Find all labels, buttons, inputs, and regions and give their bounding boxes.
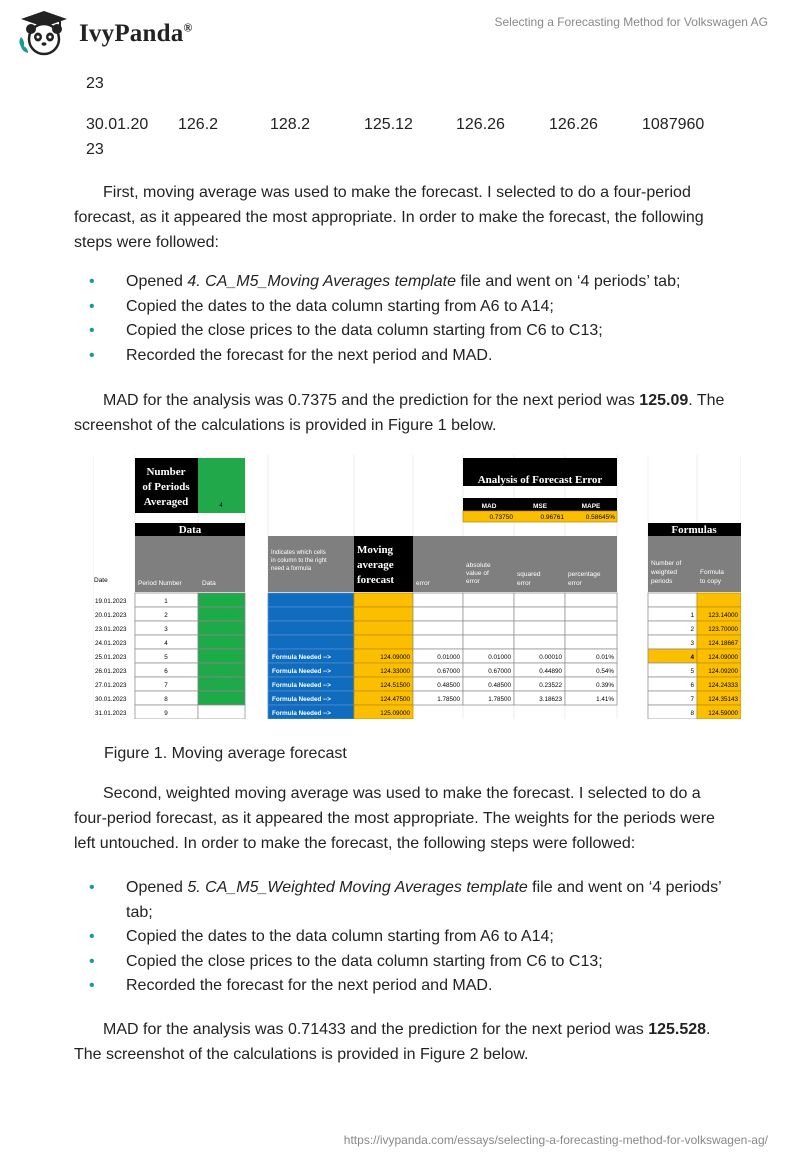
copy-cell <box>697 593 741 607</box>
row-date-text: 30.01.2023 <box>95 696 127 703</box>
numw-cell <box>648 593 697 607</box>
table-row <box>86 116 726 138</box>
row-data-text: 126.260002 <box>204 696 238 703</box>
row-forecast-text: 124.33000 <box>380 668 410 675</box>
row-open: 126.2 <box>178 116 219 133</box>
list-item: • Opened 4. CA_M5_Moving Averages template file and went on ‘4 periods’ tab; <box>74 270 726 295</box>
col-header-indicates <box>268 536 354 592</box>
row-volume: 1087960 <box>642 116 705 133</box>
row-period-text: 6 <box>164 668 168 675</box>
row-copy-text: 124.18667 <box>708 640 738 647</box>
formulas-title-text: Formulas <box>671 524 717 536</box>
pct-cell <box>565 593 617 607</box>
list-item: • Copied the dates to the data column starting from A6 to A14; <box>74 295 726 320</box>
ivypanda-logo[interactable] <box>15 9 193 59</box>
col-header-text: Number of <box>651 560 682 567</box>
logo-text: IvyPanda® <box>79 20 193 47</box>
col-header-text: percentage <box>568 571 601 578</box>
row-date-text: 19.01.2023 <box>95 598 127 605</box>
periods-value-text: 4 <box>219 503 223 509</box>
col-header-text: squared <box>517 571 541 578</box>
col-header-text: average <box>357 559 394 571</box>
sq-cell <box>514 635 565 649</box>
forecast-cell <box>354 621 413 635</box>
row-date: 30.01.20 <box>86 116 149 133</box>
row-period-text: 5 <box>164 654 168 661</box>
bullet-icon: • <box>89 879 95 896</box>
error-cell <box>413 621 463 635</box>
forecast-cell <box>354 607 413 621</box>
data-cell <box>198 705 245 719</box>
paragraph-4: MAD for the analysis was 0.71433 and the prediction for the next period was 125.528. The screenshot of the calculations is provided in Figure 2 below. <box>74 1021 711 1063</box>
analysis-value-text: 0.73750 <box>489 514 513 521</box>
row-date-text: 26.01.2023 <box>95 668 127 675</box>
row-high: 128.2 <box>270 116 311 133</box>
row-numw-text: 2 <box>690 626 694 633</box>
row-numw-text: 8 <box>690 710 694 717</box>
bullet-icon: • <box>89 273 95 290</box>
abs-cell <box>463 635 514 649</box>
col-header-text: error <box>568 580 582 587</box>
row-copy-text: 124.09200 <box>708 668 738 675</box>
sq-cell <box>514 621 565 635</box>
row-error-text: 0.67000 <box>437 668 460 675</box>
row-data-text: 123.139999 <box>204 598 238 605</box>
col-header-text: error <box>517 580 531 587</box>
row-error-text: 0.48500 <box>437 682 460 689</box>
formula-needed-text: Formula Needed --> <box>272 682 331 689</box>
spreadsheet-screenshot <box>93 455 741 719</box>
row-period-text: 3 <box>164 626 168 633</box>
row-numw-text: 1 <box>690 612 694 619</box>
col-header-text: periods <box>651 578 673 585</box>
bullet-icon: • <box>89 977 95 994</box>
row-date-text: 31.01.2023 <box>95 710 127 717</box>
periods-label-text: Number <box>146 466 186 478</box>
row-data-text: 122.800003 <box>204 640 238 647</box>
indicator-cell <box>268 607 354 621</box>
row-sq-text: 0.23522 <box>539 682 562 689</box>
row-date-text: 20.01.2023 <box>95 612 127 619</box>
col-header-text: weighted <box>651 569 678 576</box>
row-period-text: 4 <box>164 640 168 647</box>
sq-cell <box>514 607 565 621</box>
col-header-text: Formula <box>700 569 724 576</box>
row-forecast-text: 125.09000 <box>380 710 410 717</box>
row-pct-text: 0.39% <box>596 682 614 689</box>
abs-cell <box>463 593 514 607</box>
error-cell <box>413 607 463 621</box>
periods-label-text: of Periods <box>142 481 190 493</box>
row-abs-text: 1.78500 <box>488 696 511 703</box>
pct-cell <box>565 635 617 649</box>
steps-list-2 <box>74 876 726 999</box>
source-url[interactable]: https://ivypanda.com/essays/selecting-a-forecasting-method-for-volkswagen-ag/ <box>343 1133 768 1147</box>
col-header-text: Date <box>94 577 108 584</box>
col-header-text: error <box>416 580 430 587</box>
pct-cell <box>565 621 617 635</box>
panda-logo-icon <box>15 9 73 59</box>
row-error-text: 0.01000 <box>437 654 460 661</box>
col-header-text: absolute <box>466 562 491 569</box>
row-date-text: 27.01.2023 <box>95 682 127 689</box>
row-sq-text: 0.00010 <box>539 654 562 661</box>
pct-cell <box>565 607 617 621</box>
row-numw-text: 4 <box>690 654 694 661</box>
row-low: 125.12 <box>364 116 413 133</box>
forecast-cell <box>354 635 413 649</box>
forecast-cell <box>354 593 413 607</box>
row-data-text: 125 <box>215 668 227 675</box>
row-forecast-text: 124.47500 <box>380 696 410 703</box>
data-title-text: Data <box>178 524 202 536</box>
figure-caption: Figure 1. Moving average forecast <box>104 745 347 762</box>
col-header-text: error <box>466 578 480 585</box>
error-cell <box>413 593 463 607</box>
row-date-cont: 23 <box>86 141 104 158</box>
col-header-text: forecast <box>357 574 395 586</box>
row-adj-close: 126.26 <box>549 116 598 133</box>
row-date-text: 23.01.2023 <box>95 626 127 633</box>
indicator-cell <box>268 635 354 649</box>
row-error-text: 1.78500 <box>437 696 460 703</box>
row-data-text: 124.260002 <box>204 612 238 619</box>
row-data-text: 125.160004 <box>204 626 238 633</box>
formula-needed-text: Formula Needed --> <box>272 696 331 703</box>
indicator-cell <box>268 593 354 607</box>
row-copy-text: 124.35143 <box>708 696 738 703</box>
list-item: • Copied the close prices to the data column starting from C6 to C13; <box>74 319 726 344</box>
abs-cell <box>463 607 514 621</box>
periods-label-text: Averaged <box>143 496 189 508</box>
list-item: • Copied the dates to the data column starting from A6 to A14; <box>74 925 726 950</box>
row-copy-text: 124.59000 <box>708 710 738 717</box>
analysis-value-text: 0.96761 <box>540 514 564 521</box>
row-copy-text: 124.24333 <box>708 682 738 689</box>
steps-list-1 <box>74 270 726 368</box>
row-data-text: 124.099998 <box>204 654 238 661</box>
formula-needed-text: Formula Needed --> <box>272 710 331 717</box>
sq-cell <box>514 593 565 607</box>
formula-needed-text: Formula Needed --> <box>272 654 331 661</box>
row-abs-text: 0.01000 <box>488 654 511 661</box>
bullet-icon: • <box>89 346 95 364</box>
row-numw-text: 6 <box>690 682 694 689</box>
row-date-text: 24.01.2023 <box>95 640 127 647</box>
page-header <box>0 0 800 70</box>
col-header-text: to copy <box>700 578 721 585</box>
formula-needed-text: Formula Needed --> <box>272 668 331 675</box>
col-header-text: need a formula <box>271 566 312 572</box>
bullet-icon: • <box>89 928 95 945</box>
list-item: • Copied the close prices to the data column starting from C6 to C13; <box>74 950 726 975</box>
row-copy-text: 124.09000 <box>708 654 738 661</box>
col-header-text: Data <box>202 580 216 587</box>
row-copy-text: 123.70000 <box>708 626 738 633</box>
bullet-icon: • <box>89 952 95 970</box>
row-forecast-text: 124.09000 <box>380 654 410 661</box>
row-period-text: 1 <box>164 598 168 605</box>
row-data-text: 125 <box>215 682 227 689</box>
paragraph-3: Second, weighted moving average was used to make the forecast. I selected to do a four-period forecast, as it appeared the most appropriate. The weights for the periods were left untouched. In order to make the forecast, the following steps were followed: <box>74 785 715 852</box>
row-sq-text: 0.44890 <box>539 668 562 675</box>
row-period-text: 2 <box>164 612 168 619</box>
row-pct-text: 0.54% <box>596 668 614 675</box>
row-numw-text: 5 <box>690 668 694 675</box>
row-abs-text: 0.67000 <box>488 668 511 675</box>
table-fragment: 23 <box>86 75 104 92</box>
col-header-text: Moving <box>357 544 394 556</box>
paragraph-2: MAD for the analysis was 0.7375 and the prediction for the next period was 125.09. The screenshot of the calculations is provided in Figure 1 below. <box>74 392 725 434</box>
analysis-header-text: MAPE <box>581 503 601 510</box>
list-item: • Recorded the forecast for the next period and MAD. <box>74 974 726 999</box>
row-pct-text: 1.41% <box>596 696 614 703</box>
row-period-text: 9 <box>164 710 168 717</box>
list-item: • Opened 5. CA_M5_Weighted Moving Averages template file and went on ‘4 periods’ tab; <box>74 876 726 925</box>
figure-1-spreadsheet <box>93 455 741 719</box>
paragraph-1: First, moving average was used to make the forecast. I selected to do a four-period forecast, as it appeared the most appropriate. In order to make the forecast, the following steps were followed: <box>74 184 704 251</box>
col-header-text: Period Number <box>138 580 182 587</box>
row-numw-text: 3 <box>690 640 694 647</box>
analysis-header-text: MSE <box>532 503 548 510</box>
analysis-title-text: Analysis of Forecast Error <box>477 474 603 486</box>
bullet-icon: • <box>89 297 95 315</box>
list-item: • Recorded the forecast for the next period and MAD. <box>74 344 726 369</box>
row-pct-text: 0.01% <box>596 654 614 661</box>
col-header-text: value of <box>466 570 489 577</box>
row-abs-text: 0.48500 <box>488 682 511 689</box>
row-period-text: 8 <box>164 696 168 703</box>
col-header-text: Indicates which cells <box>271 550 326 556</box>
row-copy-text: 123.14000 <box>708 612 738 619</box>
row-forecast-text: 124.51500 <box>380 682 410 689</box>
abs-cell <box>463 621 514 635</box>
row-period-text: 7 <box>164 682 168 689</box>
row-sq-text: 3.18623 <box>539 696 562 703</box>
analysis-value-text: 0.58645% <box>585 514 615 521</box>
error-cell <box>413 635 463 649</box>
analysis-header-text: MAD <box>481 503 497 510</box>
col-header-text: in column to the right <box>271 558 327 564</box>
indicator-cell <box>268 621 354 635</box>
row-numw-text: 7 <box>690 696 694 703</box>
bullet-icon: • <box>89 322 95 339</box>
row-close: 126.26 <box>456 116 505 133</box>
row-date-text: 25.01.2023 <box>95 654 127 661</box>
document-title: Selecting a Forecasting Method for Volkswagen AG <box>494 15 768 29</box>
